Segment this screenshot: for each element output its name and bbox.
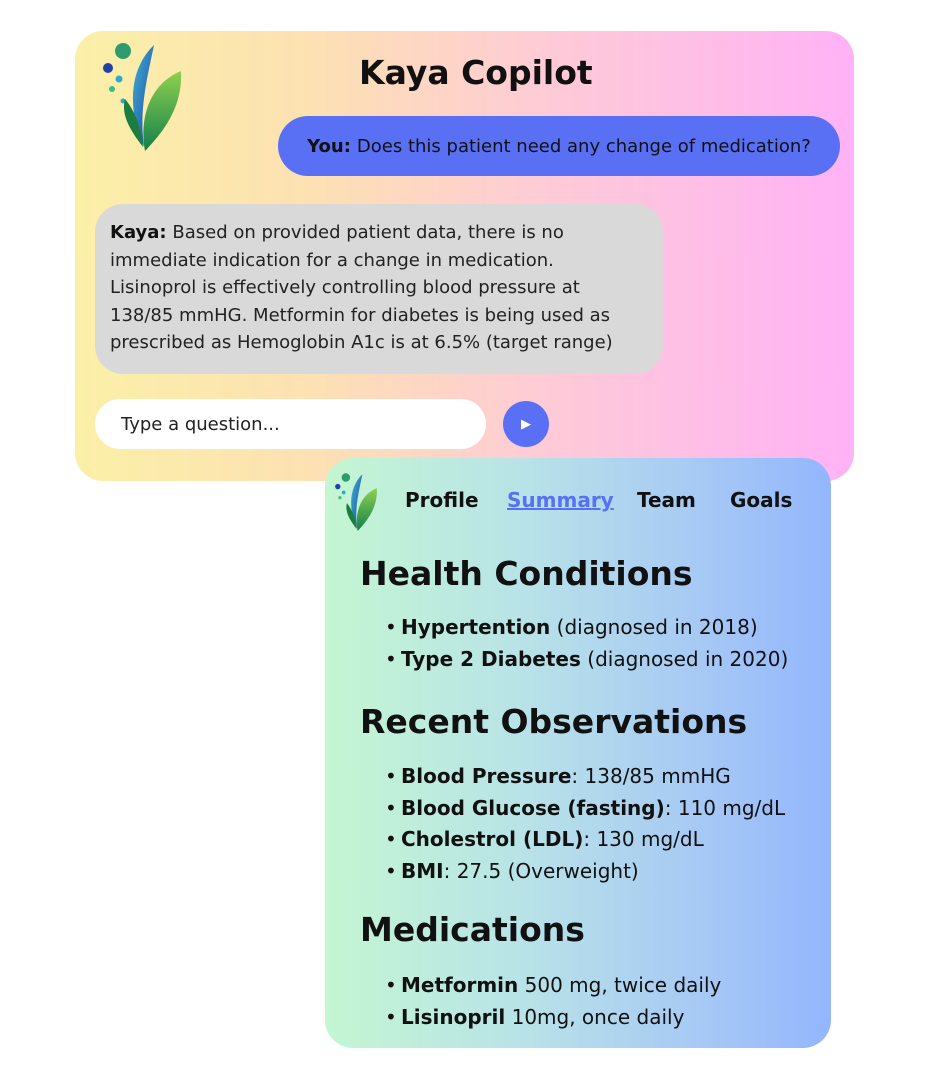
user-speaker-label: You: xyxy=(307,135,351,157)
list-item: • Metformin 500 mg, twice daily xyxy=(385,973,722,997)
tab-summary[interactable]: Summary xyxy=(507,488,614,512)
section-title-medications: Medications xyxy=(360,910,585,949)
recent-observations-list xyxy=(385,761,785,887)
copilot-panel xyxy=(75,31,854,481)
item-value: 500 mg, twice daily xyxy=(518,973,722,997)
list-item: • Blood Pressure: 138/85 mmHG xyxy=(385,764,731,788)
assistant-line xyxy=(110,219,643,247)
user-message-bubble xyxy=(278,116,840,176)
leaf-logo-icon xyxy=(333,468,379,534)
question-input[interactable] xyxy=(95,399,486,449)
patient-summary-panel xyxy=(325,458,831,1048)
item-value: : 130 mg/dL xyxy=(583,827,704,851)
section-title-recent-observations: Recent Observations xyxy=(360,702,748,741)
item-value: : 27.5 (Overweight) xyxy=(443,858,639,883)
item-label: BMI xyxy=(401,858,444,883)
list-item: • Hypertention (diagnosed in 2018) xyxy=(385,615,758,639)
tab-goals[interactable]: Goals xyxy=(730,488,793,512)
play-triangle-icon: ▶ xyxy=(521,416,531,432)
user-message-text: Does this patient need any change of medication? xyxy=(356,135,811,157)
list-item: • Blood Glucose (fasting): 110 mg/dL xyxy=(385,795,786,820)
assistant-line: 138/85 mmHG. Metformin for diabetes is being used as xyxy=(110,304,611,326)
list-item: • Cholestrol (LDL): 130 mg/dL xyxy=(385,827,704,851)
assistant-line: immediate indication for a change in medication. xyxy=(110,249,554,271)
item-label: Lisinopril xyxy=(401,1004,506,1029)
leaf-logo-icon xyxy=(99,39,185,151)
list-item: • Type 2 Diabetes (diagnosed in 2020) xyxy=(385,646,789,671)
copilot-title: Kaya Copilot xyxy=(359,53,593,92)
item-label: Blood Glucose (fasting) xyxy=(401,795,665,820)
item-value: : 110 mg/dL xyxy=(664,795,786,820)
assistant-line: prescribed as Hemoglobin A1c is at 6.5% (target range) xyxy=(110,332,613,353)
section-title-health-conditions: Health Conditions xyxy=(360,554,693,593)
assistant-message-bubble xyxy=(95,204,663,374)
item-label: Cholestrol (LDL) xyxy=(401,827,584,851)
assistant-line: Lisinoprol is effectively controlling blood pressure at xyxy=(110,277,580,298)
assistant-speaker-label: Kaya: xyxy=(110,222,167,243)
assistant-line-text: Based on provided patient data, there is no xyxy=(172,222,564,243)
medications-list xyxy=(385,970,721,1033)
item-value: 10mg, once daily xyxy=(505,1004,685,1029)
item-label: Metformin xyxy=(401,973,519,997)
tab-profile[interactable]: Profile xyxy=(405,488,479,512)
question-input-placeholder: Type a question... xyxy=(121,413,280,435)
list-item: • BMI: 27.5 (Overweight) xyxy=(385,858,639,883)
list-item: • Lisinopril 10mg, once daily xyxy=(385,1004,685,1029)
item-label: Type 2 Diabetes xyxy=(401,646,581,671)
tab-team[interactable]: Team xyxy=(637,488,696,512)
item-label: Blood Pressure xyxy=(401,764,572,788)
item-label: Hypertention xyxy=(401,615,551,639)
send-button[interactable] xyxy=(503,401,549,447)
item-value: : 138/85 mmHG xyxy=(571,764,731,788)
item-value: (diagnosed in 2020) xyxy=(580,646,789,671)
health-conditions-list xyxy=(385,612,788,675)
item-value: (diagnosed in 2018) xyxy=(550,615,758,639)
